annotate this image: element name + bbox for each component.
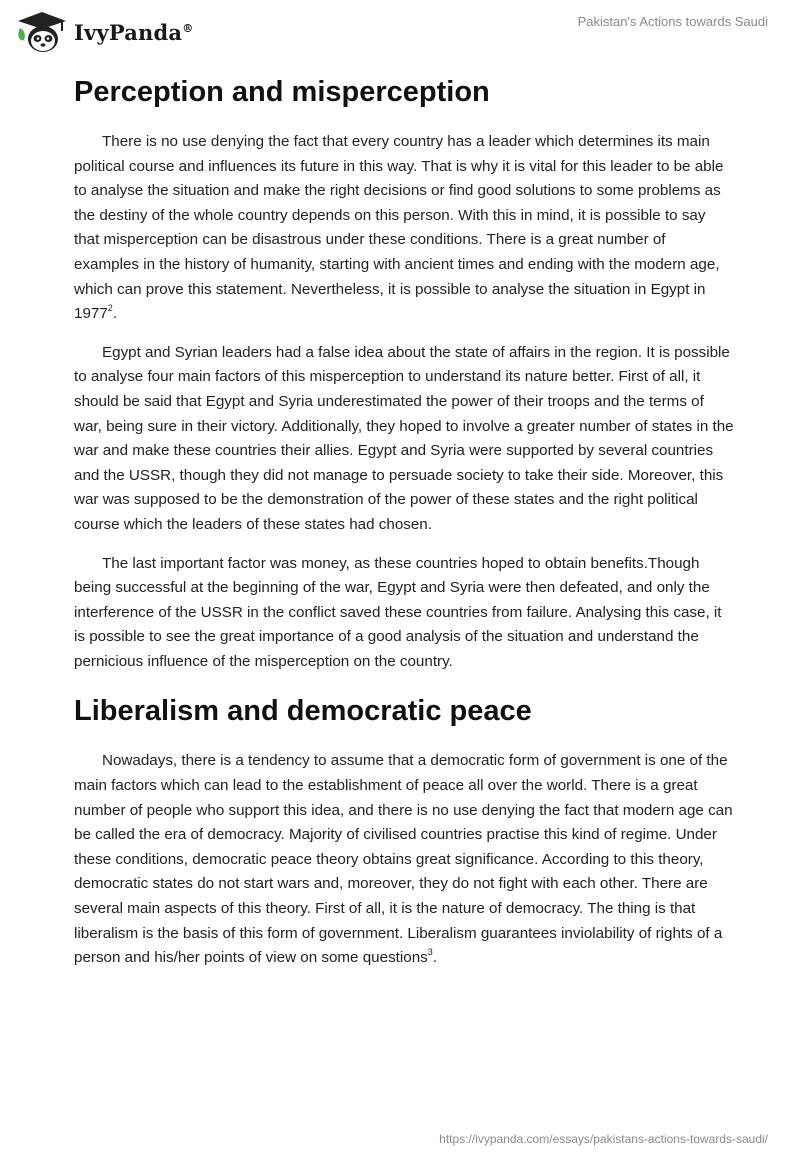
panda-graduate-icon	[14, 10, 70, 54]
essay-body	[74, 68, 734, 971]
section-heading-perception: Perception and misperception	[74, 76, 490, 108]
footnote-ref[interactable]: 2	[107, 303, 113, 314]
source-url[interactable]: https://ivypanda.com/essays/pakistans-actions-towards-saudi/	[439, 1132, 768, 1146]
registered-mark: ®	[182, 21, 194, 35]
section-heading-liberalism: Liberalism and democratic peace	[74, 695, 532, 728]
brand-name: IvyPanda	[74, 19, 183, 45]
paragraph: Egypt and Syrian leaders had a false idea about the state of affairs in the region. It is possible to analyse four main factors of this misperception to understand its nature better. First of all, it should be said that Egypt and Syria underestimated the power of their troops and the terms of war, being sure in their victory. Additionally, they hoped to involve a greater number of states in the war and make these countries their allies. Egypt and Syria were supported by several countries and the USSR, though they did not manage to persuade society to take their side. Moreover, this war was supposed to be the demonstration of the power of these states and the right political course which the leaders of these states had chosen.	[74, 343, 734, 533]
page-header	[0, 0, 800, 64]
paragraph: Nowadays, there is a tendency to assume that a democratic form of government is one of the main factors which can lead to the establishment of peace all over the world. There is a great number of people who support this idea, and there is no use denying the fact that modern age can be called the era of democracy. Majority of civilised countries practise this kind of regime. Under these conditions, democratic peace theory obtains great significance. According to this theory, democratic states do not start wars and, moreover, they do not fight with each other. There are several main aspects of this theory. First of all, it is the nature of democracy. The thing is that liberalism is the basis of this form of government. Liberalism guarantees inviolability of rights of a person and his/her points of view on some questions$^3$.	[74, 752, 733, 967]
document-title: Pakistan's Actions towards Saudi	[577, 14, 768, 29]
paragraph: The last important factor was money, as these countries hoped to obtain benefits.Though being successful at the beginning of the war, Egypt and Syria were then defeated, and only the interference of the USSR in the conflict saved these countries from failure. Analysing this case, it is possible to see the great importance of a good analysis of the situation and understand the pernicious influence of the misperception on the country.	[74, 554, 722, 670]
footnote-ref[interactable]: 3	[427, 947, 433, 958]
paragraph: There is no use denying the fact that every country has a leader which determines its main political course and influences its future in this way. That is why it is vital for this leader to be able to analyse the situation and make the right decisions or find good solutions to some problems as the destiny of the whole country depends on this person. With this in mind, it is possible to say that misperception can be disastrous under these conditions. There is a great number of examples in the history of humanity, starting with ancient times and ending with the modern age, which can prove this statement. Nevertheless, it is possible to analyse the situation in Egypt in 1977$^2$.	[74, 133, 724, 323]
ivypanda-logo[interactable]	[14, 10, 193, 54]
